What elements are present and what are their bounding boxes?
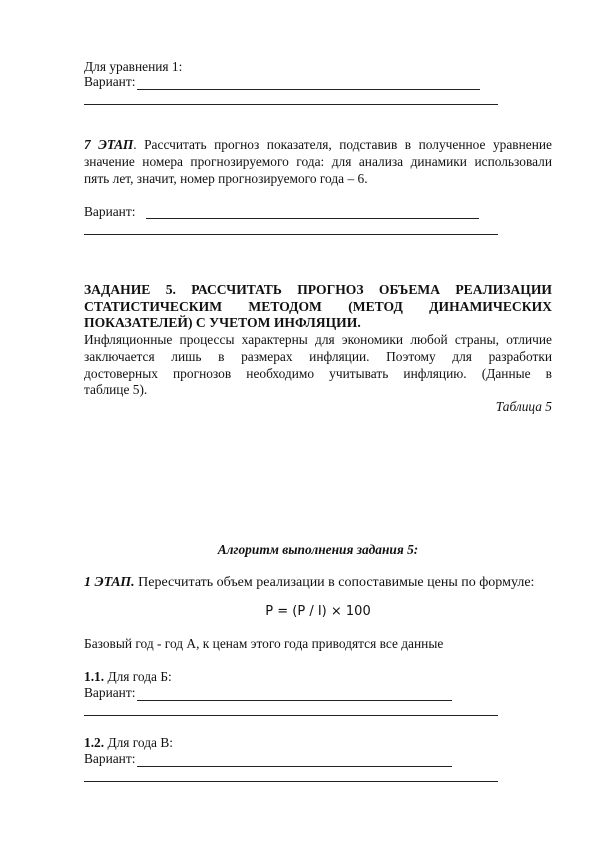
stage-7-label: 7 ЭТАП (84, 137, 134, 152)
task-5-heading-line-1: ЗАДАНИЕ 5. РАССЧИТАТЬ ПРОГНОЗ ОБЪЕМА РЕАЛИЗАЦИИ (84, 282, 552, 297)
equation-1-answer-line (137, 89, 480, 90)
task-5-paragraph-line-1: Инфляционные процессы характерны для экономики любой страны, отличие (84, 332, 552, 347)
item-1-1-variant-label: Вариант: (84, 685, 136, 700)
item-1-1-answer-line (137, 700, 452, 701)
task-5-paragraph-line-2: заключается лишь в размерах инфляции. Поэтому для разработки (84, 349, 552, 364)
item-1-2-extra-line (84, 781, 498, 782)
item-1-2-number: 1.2. (84, 735, 105, 750)
item-1-2-heading (84, 735, 173, 751)
stage-7-answer-line (146, 218, 479, 219)
item-1-2-variant-label: Вариант: (84, 751, 136, 766)
item-1-2-answer-line (137, 766, 452, 767)
table-5-caption: Таблица 5 (495, 399, 552, 414)
formula: P = (P / I) ⨯ 100 (265, 604, 371, 619)
stage-7-variant-label: Вариант: (84, 204, 136, 219)
algorithm-stage-1: 1 ЭТАП. Пересчитать объем реализации в сопоставимые цены по формуле: (84, 575, 535, 590)
algorithm-stage-1-label: 1 ЭТАП. (84, 575, 135, 590)
stage-7-line-2: значение номера прогнозируемого года: для анализа динамики использовали (84, 154, 552, 169)
item-1-1-number: 1.1. (84, 669, 105, 684)
item-1-1-heading (84, 669, 172, 685)
stage-7-extra-line (84, 234, 498, 235)
item-1-2-label: Для года В: (104, 735, 173, 750)
equation-1-title: Для уравнения 1: (84, 59, 183, 74)
equation-1-variant-label: Вариант: (84, 74, 136, 89)
task-5-paragraph-line-3: достоверных прогнозов необходимо учитывать инфляцию. (Данные в (84, 366, 552, 381)
stage-7-line-1: 7 ЭТАП. Рассчитать прогноз показателя, подставив в полученное уравнение (84, 137, 552, 152)
task-5-heading-line-2: СТАТИСТИЧЕСКИМ МЕТОДОМ (МЕТОД ДИНАМИЧЕСКИХ (84, 299, 552, 314)
stage-7-line-3: пять лет, значит, номер прогнозируемого года – 6. (84, 171, 368, 186)
algorithm-title: Алгоритм выполнения задания 5: (217, 542, 419, 557)
task-5-heading-line-3: ПОКАЗАТЕЛЕЙ) С УЧЕТОМ ИНФЛЯЦИИ. (84, 315, 361, 330)
item-1-1-label: Для года Б: (104, 669, 172, 684)
equation-1-extra-line (84, 104, 498, 105)
item-1-1-extra-line (84, 715, 498, 716)
base-year-note: Базовый год - год А, к ценам этого года приводятся все данные (84, 636, 444, 651)
task-5-paragraph-line-4: таблице 5). (84, 382, 148, 397)
